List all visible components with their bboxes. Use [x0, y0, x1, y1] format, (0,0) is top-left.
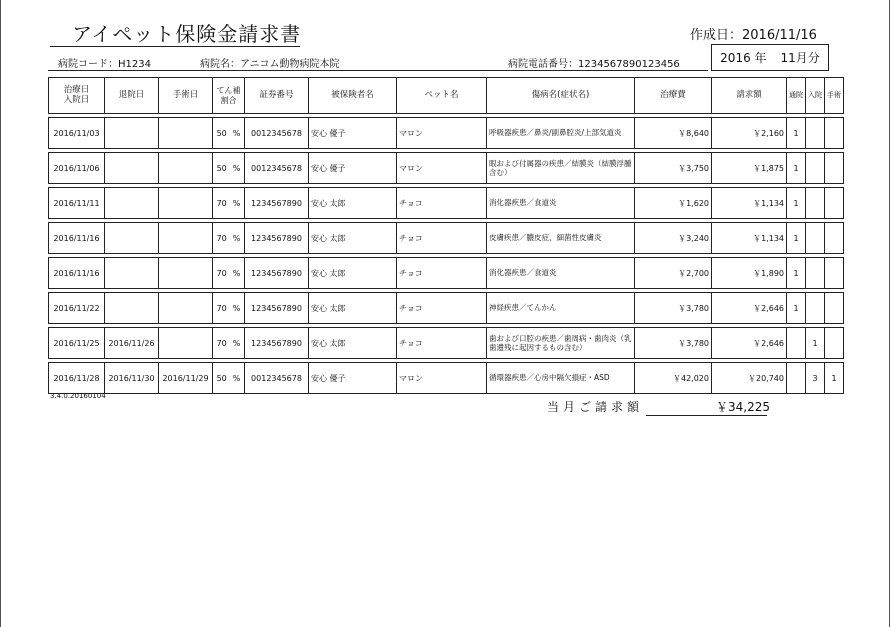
col-inpatient: 入院: [806, 78, 825, 114]
total-label: 当月ご請求額: [547, 400, 644, 414]
page-border-left: [0, 0, 1, 627]
hospital-name-value: アニコム動物病院本院: [240, 59, 340, 70]
cell-ratio: [213, 363, 245, 394]
cell-surgery: [159, 153, 213, 184]
cell-diagnosis: 歯および口腔の疾患／歯周病・歯肉炎（乳歯遺残に起因するもの含む）: [487, 328, 635, 359]
table-header-row: [49, 78, 844, 114]
cell-surgery-count: [825, 258, 844, 289]
cell-ratio: [213, 188, 245, 219]
cell-ratio: [213, 118, 245, 149]
cell-diagnosis: 皮膚疾患／膿皮症、細菌性皮膚炎: [487, 223, 635, 254]
cell-insured: 安心 太郎: [309, 258, 397, 289]
cell-discharge: [105, 258, 159, 289]
table-row: [49, 293, 844, 324]
hospital-name: [200, 55, 340, 70]
cell-surgery: [159, 258, 213, 289]
cell-surgery-count: [825, 223, 844, 254]
created-value: 2016/11/16: [742, 28, 817, 43]
col-diagnosis: 傷病名(症状名): [487, 78, 635, 114]
table-row: [49, 188, 844, 219]
col-fee: 治療費: [635, 78, 712, 114]
cell-visit: [787, 363, 806, 394]
cell-diagnosis: 神経疾患／てんかん: [487, 293, 635, 324]
cell-fee: ￥1,620: [635, 188, 712, 219]
cell-pet: マロン: [397, 118, 487, 149]
cell-surgery-count: 1: [825, 363, 844, 394]
cell-visit: 1: [787, 188, 806, 219]
cell-pet: チョコ: [397, 223, 487, 254]
cell-claim: ￥1,875: [712, 153, 787, 184]
ratio-percent: %: [232, 233, 241, 243]
cell-surgery: [159, 328, 213, 359]
cell-inpatient: [806, 293, 825, 324]
cell-fee: ￥3,780: [635, 293, 712, 324]
cell-insured: 安心 太郎: [309, 188, 397, 219]
hospital-name-label: 病院名：: [200, 59, 240, 70]
cell-policy: 1234567890: [245, 188, 309, 219]
cell-policy: 1234567890: [245, 223, 309, 254]
cell-ratio: [213, 258, 245, 289]
cell-surgery-count: [825, 153, 844, 184]
cell-policy: 0012345678: [245, 363, 309, 394]
total-value: ￥34,225: [716, 400, 770, 414]
hospital-phone-value: 1234567890123456: [578, 59, 680, 70]
cell-ratio: [213, 153, 245, 184]
col-treat-date: 治療日 入院日: [49, 78, 105, 114]
cell-pet: チョコ: [397, 328, 487, 359]
billing-period: [711, 44, 829, 71]
cell-pet: チョコ: [397, 188, 487, 219]
cell-date: 2016/11/25: [49, 328, 105, 359]
ratio-value: 70: [216, 268, 227, 278]
cell-date: 2016/11/16: [49, 258, 105, 289]
claims-table: [48, 77, 844, 394]
cell-insured: 安心 優子: [309, 118, 397, 149]
cell-ratio: [213, 293, 245, 324]
cell-claim: ￥2,646: [712, 328, 787, 359]
ratio-percent: %: [232, 268, 241, 278]
cell-inpatient: [806, 223, 825, 254]
cell-discharge: [105, 293, 159, 324]
period-year: 2016 年: [720, 51, 767, 65]
cell-pet: チョコ: [397, 293, 487, 324]
cell-ratio: [213, 328, 245, 359]
created-date: [690, 24, 817, 43]
cell-discharge: [105, 153, 159, 184]
cell-pet: マロン: [397, 153, 487, 184]
col-surgery-count: 手術: [825, 78, 844, 114]
cell-surgery: [159, 223, 213, 254]
ratio-percent: %: [232, 128, 241, 138]
cell-fee: ￥2,700: [635, 258, 712, 289]
cell-visit: 1: [787, 153, 806, 184]
cell-inpatient: [806, 153, 825, 184]
cell-inpatient: 3: [806, 363, 825, 394]
ratio-percent: %: [232, 373, 241, 383]
ratio-percent: %: [232, 338, 241, 348]
ratio-value: 70: [216, 338, 227, 348]
cell-discharge: [105, 223, 159, 254]
cell-fee: ￥3,240: [635, 223, 712, 254]
hospital-phone-label: 病院電話番号：: [508, 59, 578, 70]
hospital-phone: [508, 55, 680, 70]
title-underline: [50, 46, 300, 47]
cell-date: 2016/11/11: [49, 188, 105, 219]
cell-fee: ￥3,750: [635, 153, 712, 184]
col-claim: 請求額: [712, 78, 787, 114]
cell-claim: ￥20,740: [712, 363, 787, 394]
cell-policy: 1234567890: [245, 328, 309, 359]
col-policy: 証券番号: [245, 78, 309, 114]
cell-claim: ￥2,160: [712, 118, 787, 149]
cell-visit: [787, 328, 806, 359]
cell-discharge: 2016/11/30: [105, 363, 159, 394]
version-label: 3.4.0.20160104: [50, 392, 106, 400]
cell-policy: 0012345678: [245, 153, 309, 184]
ratio-value: 70: [216, 303, 227, 313]
cell-discharge: 2016/11/26: [105, 328, 159, 359]
table-row: [49, 153, 844, 184]
ratio-value: 70: [216, 198, 227, 208]
col-discharge: 退院日: [105, 78, 159, 114]
hospital-code: [58, 55, 151, 70]
cell-diagnosis: 呼吸器疾患／鼻炎/副鼻腔炎/上部気道炎: [487, 118, 635, 149]
col-surgery: 手術日: [159, 78, 213, 114]
cell-diagnosis: 循環器疾患／心房中隔欠損症・ASD: [487, 363, 635, 394]
col-insured: 被保険者名: [309, 78, 397, 114]
page-border-right: [889, 0, 890, 627]
ratio-value: 50: [216, 128, 227, 138]
cell-date: 2016/11/16: [49, 223, 105, 254]
ratio-percent: %: [232, 303, 241, 313]
cell-claim: ￥1,134: [712, 223, 787, 254]
cell-visit: 1: [787, 223, 806, 254]
cell-ratio: [213, 223, 245, 254]
hospital-code-value: H1234: [118, 59, 151, 70]
cell-claim: ￥2,646: [712, 293, 787, 324]
col-pet: ペット名: [397, 78, 487, 114]
cell-date: 2016/11/22: [49, 293, 105, 324]
created-label: 作成日：: [690, 28, 743, 43]
cell-surgery: [159, 118, 213, 149]
cell-diagnosis: 消化器疾患／食道炎: [487, 188, 635, 219]
cell-visit: 1: [787, 258, 806, 289]
cell-visit: 1: [787, 293, 806, 324]
table-row: [49, 258, 844, 289]
cell-policy: 1234567890: [245, 258, 309, 289]
total-underline: [646, 415, 767, 416]
ratio-value: 50: [216, 373, 227, 383]
info-underline: [48, 70, 708, 71]
document-title: アイペット保険金請求書: [72, 22, 302, 46]
cell-diagnosis: 消化器疾患／食道炎: [487, 258, 635, 289]
cell-surgery-count: [825, 188, 844, 219]
cell-inpatient: 1: [806, 328, 825, 359]
cell-discharge: [105, 118, 159, 149]
ratio-percent: %: [232, 198, 241, 208]
cell-date: 2016/11/03: [49, 118, 105, 149]
cell-fee: ￥3,780: [635, 328, 712, 359]
cell-insured: 安心 優子: [309, 153, 397, 184]
cell-policy: 1234567890: [245, 293, 309, 324]
hospital-code-label: 病院コード：: [58, 59, 118, 70]
ratio-value: 70: [216, 233, 227, 243]
cell-visit: 1: [787, 118, 806, 149]
cell-fee: ￥42,020: [635, 363, 712, 394]
cell-pet: チョコ: [397, 258, 487, 289]
cell-insured: 安心 太郎: [309, 328, 397, 359]
cell-date: 2016/11/28: [49, 363, 105, 394]
table-row: [49, 223, 844, 254]
cell-surgery: 2016/11/29: [159, 363, 213, 394]
cell-fee: ￥8,640: [635, 118, 712, 149]
period-month: 11月分: [780, 51, 820, 65]
table-row: [49, 118, 844, 149]
cell-claim: ￥1,890: [712, 258, 787, 289]
ratio-percent: %: [232, 163, 241, 173]
col-ratio: てん補割合: [213, 78, 245, 114]
claims-body: [49, 114, 844, 394]
cell-inpatient: [806, 188, 825, 219]
cell-diagnosis: 眼および付属器の疾患／結膜炎（結膜浮腫含む）: [487, 153, 635, 184]
table-row: [49, 328, 844, 359]
cell-surgery: [159, 293, 213, 324]
cell-inpatient: [806, 118, 825, 149]
cell-date: 2016/11/06: [49, 153, 105, 184]
cell-inpatient: [806, 258, 825, 289]
col-visit: 通院: [787, 78, 806, 114]
cell-insured: 安心 太郎: [309, 293, 397, 324]
cell-surgery: [159, 188, 213, 219]
cell-insured: 安心 優子: [309, 363, 397, 394]
cell-surgery-count: [825, 328, 844, 359]
cell-policy: 0012345678: [245, 118, 309, 149]
table-row: [49, 363, 844, 394]
cell-pet: マロン: [397, 363, 487, 394]
cell-surgery-count: [825, 118, 844, 149]
cell-surgery-count: [825, 293, 844, 324]
cell-discharge: [105, 188, 159, 219]
cell-insured: 安心 太郎: [309, 223, 397, 254]
ratio-value: 50: [216, 163, 227, 173]
cell-claim: ￥1,134: [712, 188, 787, 219]
